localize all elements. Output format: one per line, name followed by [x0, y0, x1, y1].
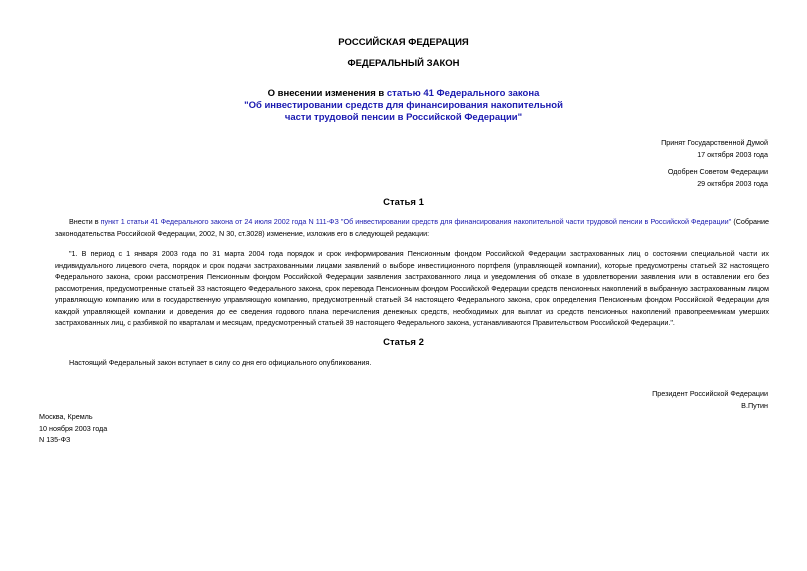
title-law-name-link-line1[interactable]: "Об инвестировании средств для финансирования накопительной — [244, 100, 563, 111]
duma-date: 17 октября 2003 года — [697, 149, 768, 159]
a1p1-suffix: (Собрание законодательства Российской Федерации, 2002, N 30, ст.3028) изменение, изложив его в следующей редакции: — [55, 217, 769, 238]
adoption-council — [668, 166, 768, 189]
signature-position: Президент Российской Федерации — [652, 389, 768, 398]
adoption-duma — [661, 137, 768, 160]
law-number: N 135-ФЗ — [39, 435, 71, 444]
title-law-name-link-line2[interactable]: части трудовой пенсии в Российской Федерации" — [284, 112, 523, 123]
a1p1-prefix: Внести в — [69, 217, 101, 226]
article1-paragraph2: "1. В период с 1 января 2003 года по 31 марта 2004 года порядок и срок информирования Пенсионным фондом Российской Федерации застрахованных лиц о состоянии специальной части их индивидуального лицевого счета, порядок и срок подачи застрахованными лицами заявлений о выборе инвестиционного портфеля (управляющей компании), которые предусмотрены статьей 32 настоящего Федерального закона, сроки рассмотрения Пенсионным фондом Российской Федерации заявления застрахованного лица и уведомления об отказе в удовлетворении заявления или в оставлении его без рассмотрения, предусмотренные статьей 33 настоящего Федерального закона, срок перевода Пенсионным фондом Российской Федерации средств пенсионных накоплений в выбранную застрахованным лицом управляющую компанию или в государственную управляющую компанию, предусмотренный статьей 34 настоящего Федерального закона, срок определения Пенсионным фондом Российской Федерации для каждой управляющей компании и доведения до ее сведения годового плана перечисления денежных средств, необходимых для выплат из средств пенсионных накоплений правопреемникам умерших застрахованных лиц, с разбивкой по кварталам и месяцам, предусмотренный статьей 39 настоящего Федерального закона, устанавливаются Правительством Российской Федерации.". — [55, 249, 769, 327]
law-type-heading: ФЕДЕРАЛЬНЫЙ ЗАКОН — [347, 58, 460, 69]
article2-paragraph1: Настоящий Федеральный закон вступает в силу со дня его официального опубликования. — [69, 358, 372, 367]
council-date: 29 октября 2003 года — [697, 178, 768, 188]
article1-heading: Статья 1 — [383, 197, 424, 208]
title-prefix: О внесении изменения в — [267, 88, 387, 99]
signing-place: Москва, Кремль — [39, 412, 93, 421]
duma-label: Принят Государственной Думой — [661, 138, 768, 147]
a1p1-law-link[interactable]: пункт 1 статьи 41 Федерального закона от 24 июля 2002 года N 111-ФЗ "Об инвестировании средств для финансирования накопительной части трудовой пенсии в Российской Федерации" — [100, 217, 732, 226]
law-title-line1 — [0, 88, 807, 100]
article2-heading: Статья 2 — [383, 337, 424, 348]
law-title — [0, 88, 807, 124]
title-article-link[interactable]: статью 41 Федерального закона — [386, 88, 540, 99]
place-date-block — [39, 411, 107, 446]
signature-name: В.Путин — [741, 400, 768, 410]
country-heading: РОССИЙСКАЯ ФЕДЕРАЦИЯ — [338, 37, 469, 48]
signature-block — [652, 388, 768, 411]
signing-date: 10 ноября 2003 года — [39, 423, 108, 433]
article1-paragraph1 — [55, 216, 769, 239]
council-label: Одобрен Советом Федерации — [667, 167, 768, 176]
